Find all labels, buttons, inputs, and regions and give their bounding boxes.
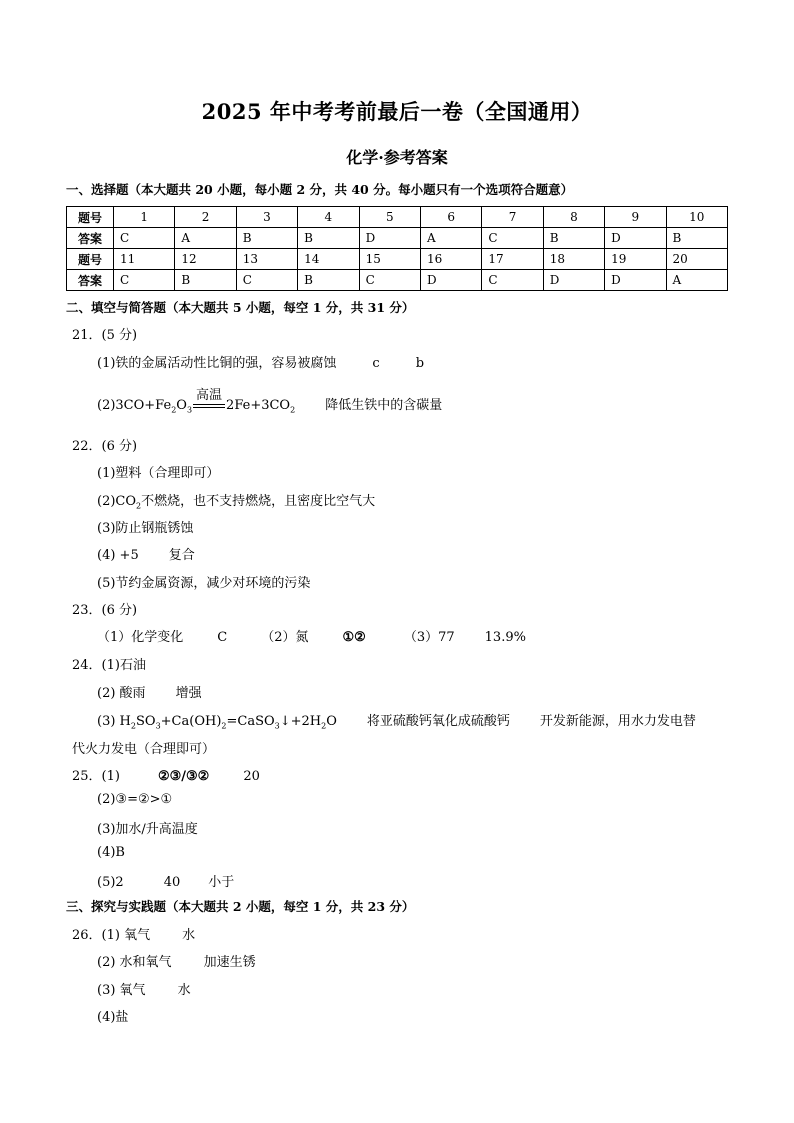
- table-cell: 16: [420, 249, 481, 270]
- page-title: 2025 年中考考前最后一卷（全国通用）: [201, 99, 593, 124]
- table-cell: C: [114, 228, 175, 249]
- table-cell: D: [605, 228, 666, 249]
- answer-text: 20: [243, 769, 260, 784]
- row-label: 题号: [67, 207, 114, 228]
- answer-text: (4) +5: [97, 548, 139, 563]
- table-cell: 3: [236, 207, 297, 228]
- answer-text: 复合: [168, 548, 195, 563]
- answer-text: 将亚硫酸钙氧化成硫酸钙: [366, 714, 510, 729]
- table-cell: 6: [420, 207, 481, 228]
- q23-title: 23．(6 分): [72, 603, 138, 618]
- q21-title: 21．(5 分): [72, 328, 138, 343]
- table-cell: B: [236, 228, 297, 249]
- table-cell: D: [605, 270, 666, 291]
- q25-answer-1: [72, 765, 260, 784]
- answer-text: (5)2: [97, 875, 124, 890]
- answer-text: （3）77: [403, 630, 455, 645]
- answer-text: c: [372, 356, 380, 371]
- table-cell: 7: [482, 207, 543, 228]
- answer-text: （1）化学变化: [97, 630, 184, 645]
- table-row: [67, 207, 728, 228]
- table-cell: 19: [605, 249, 666, 270]
- section1-heading: 一、选择题（本大题共 20 小题，每小题 2 分，共 40 分。每小题只有一个选项符合题意）: [66, 182, 574, 197]
- answer-text: 降低生铁中的含碳量: [325, 398, 443, 413]
- table-cell: B: [543, 228, 604, 249]
- table-cell: D: [543, 270, 604, 291]
- subscript: 2: [290, 405, 296, 415]
- q26-answer-4: (4)盐: [97, 1010, 129, 1025]
- answer-text: 水: [177, 983, 191, 998]
- section3-heading: 三、探究与实践题（本大题共 2 小题，每空 1 分，共 23 分）: [66, 899, 415, 914]
- answer-text: ②③/③②: [157, 769, 210, 784]
- row-label: 题号: [67, 249, 114, 270]
- answer-text: (2) 酸雨: [97, 686, 146, 701]
- equation-text: (2)3CO+Fe: [97, 398, 172, 413]
- table-cell: D: [420, 270, 481, 291]
- table-cell: 13: [236, 249, 297, 270]
- table-row: [67, 249, 728, 270]
- q26-answer-2: [97, 951, 256, 970]
- equation-text: (3) H: [97, 714, 131, 729]
- table-cell: 17: [482, 249, 543, 270]
- equation-text: =CaSO: [226, 714, 275, 729]
- answer-text: (1)铁的金属活动性比铜的强，容易被腐蚀: [97, 356, 337, 371]
- subscript: 2: [130, 721, 136, 731]
- answer-text: 水: [182, 928, 196, 943]
- table-cell: C: [359, 270, 420, 291]
- q26-answer-1: [72, 924, 195, 943]
- subscript: 2: [136, 501, 142, 511]
- subscript: 2: [221, 721, 227, 731]
- q22-answer-2: [97, 490, 375, 511]
- table-cell: 20: [666, 249, 727, 270]
- q22-answer-3: (3)防止钢瓶锈蚀: [97, 521, 194, 536]
- equation-text: 2Fe+3CO: [226, 398, 291, 413]
- answer-text: 26．(1) 氧气: [72, 928, 151, 943]
- q25-answer-3: (3)加水/升高温度: [97, 822, 198, 837]
- table-row: [67, 270, 728, 291]
- answer-text: (3) 氧气: [97, 983, 146, 998]
- q25-answer-5: [97, 871, 234, 890]
- q22-answer-4: [97, 544, 195, 563]
- table-cell: 10: [666, 207, 727, 228]
- subscript: 3: [186, 405, 193, 415]
- table-row: [67, 228, 728, 249]
- answer-text: 不燃烧，也不支持燃烧，且密度比空气大: [141, 494, 376, 509]
- answer-text: 13.9%: [484, 630, 526, 645]
- table-cell: D: [359, 228, 420, 249]
- q24-answer-2: [97, 682, 202, 701]
- q25-answer-4: (4)B: [97, 845, 125, 860]
- q22-answer-5: (5)节约金属资源，减少对环境的污染: [97, 576, 311, 591]
- table-cell: C: [482, 270, 543, 291]
- q23-answer-1: [97, 626, 526, 645]
- answer-text: （2）氮: [261, 630, 309, 645]
- table-cell: 14: [298, 249, 359, 270]
- q21-answer-1: [97, 352, 424, 371]
- q25-answer-2: (2)③=②>①: [97, 792, 173, 807]
- table-cell: B: [298, 228, 359, 249]
- answer-text: ①②: [342, 630, 366, 645]
- answer-text: 25．(1): [72, 769, 120, 784]
- table-cell: A: [666, 270, 727, 291]
- table-cell: 12: [175, 249, 236, 270]
- table-cell: B: [298, 270, 359, 291]
- table-cell: 11: [114, 249, 175, 270]
- q21-answer-2: $(2)3CO+Fe_2O_3$ 高温 $2Fe+3CO_2$ 降低生铁中的含碳量: [97, 394, 442, 415]
- table-cell: 9: [605, 207, 666, 228]
- equation-text: +Ca(OH): [160, 714, 222, 729]
- table-cell: A: [175, 228, 236, 249]
- subscript: 2: [171, 405, 177, 415]
- equation-text: SO: [135, 714, 156, 729]
- reaction-condition: 高温: [196, 388, 223, 403]
- q26-answer-3: [97, 979, 191, 998]
- answer-text: 增强: [175, 686, 202, 701]
- table-cell: C: [482, 228, 543, 249]
- answer-text: 加速生锈: [203, 955, 256, 970]
- table-cell: 18: [543, 249, 604, 270]
- table-cell: C: [236, 270, 297, 291]
- table-cell: 2: [175, 207, 236, 228]
- section2-heading: 二、填空与简答题（本大题共 5 小题，每空 1 分，共 31 分）: [66, 300, 415, 315]
- subscript: 3: [155, 721, 161, 731]
- answer-text: b: [415, 356, 425, 371]
- equation-text: O: [326, 714, 337, 729]
- table-cell: 4: [298, 207, 359, 228]
- q24-title: 24．(1)石油: [72, 658, 146, 673]
- table-cell: 15: [359, 249, 420, 270]
- q22-answer-1: (1)塑料（合理即可）: [97, 466, 220, 481]
- answer-text: 开发新能源，用水力发电替: [539, 714, 696, 729]
- q22-title: 22．(6 分): [72, 439, 138, 454]
- table-cell: C: [114, 270, 175, 291]
- table-cell: B: [666, 228, 727, 249]
- table-cell: 5: [359, 207, 420, 228]
- answer-text: C: [217, 630, 228, 645]
- table-cell: 8: [543, 207, 604, 228]
- row-label: 答案: [67, 228, 114, 249]
- answer-text: 40: [163, 875, 181, 890]
- answer-table: [66, 206, 728, 291]
- q24-answer-3: [97, 710, 696, 731]
- answer-text: (2) 水和氧气: [97, 955, 172, 970]
- page-subtitle: 化学·参考答案: [346, 148, 448, 167]
- equation-text: ↓+2H: [279, 714, 322, 729]
- reaction-arrow: [192, 388, 226, 413]
- subscript: 3: [274, 721, 280, 731]
- table-cell: B: [175, 270, 236, 291]
- answer-text: (2)CO: [97, 494, 137, 509]
- q24-answer-3-cont: 代火力发电（合理即可）: [72, 742, 216, 757]
- table-cell: A: [420, 228, 481, 249]
- answer-text: 小于: [208, 875, 235, 890]
- table-cell: 1: [114, 207, 175, 228]
- row-label: 答案: [67, 270, 114, 291]
- subscript: 2: [321, 721, 327, 731]
